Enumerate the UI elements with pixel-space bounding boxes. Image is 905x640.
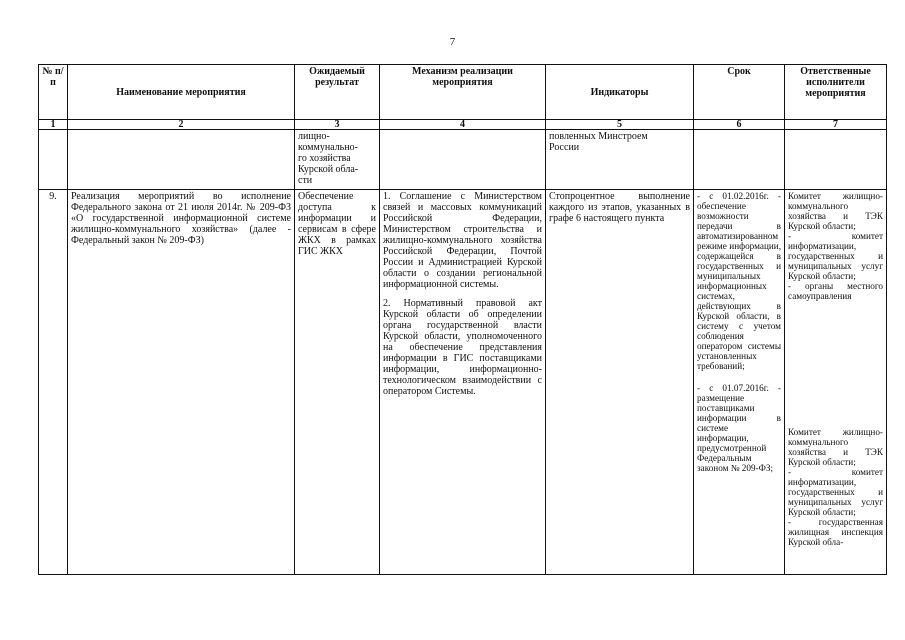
header-indicators: Индикаторы [546,65,694,120]
header-mechanism: Механизм реализации мероприятия [380,65,546,120]
column-number: 1 [39,120,68,130]
action-plan-table [38,64,887,575]
table-header-row [39,65,887,120]
cell-empty [68,130,295,190]
continuation-result: лищно- коммунально- го хозяйства Курской обла- сти [295,130,380,190]
header-number: № п/п [39,65,68,120]
deadlines [694,190,785,575]
responsible [785,190,887,575]
table-row-9 [39,190,887,575]
column-numbers-row [39,120,887,130]
header-expected-result: Ожидаемый результат [295,65,380,120]
deadline-item-1: - с 01.02.2016г. - обеспечение возможности передачи в автоматизированном режиме информации, содержащейся в государственных и муниципальных информационных системах, действующих в Курской области, в систему с учетом соблюдения оператором системы установленных требований; [697,191,781,371]
cell-empty [380,130,546,190]
page-number: 7 [449,36,456,48]
mechanism-item-2: 2. Нормативный правовой акт Курской области об определении органа государственной власти Курской области, уполномоченного на обеспечение представления информации в ГИС поставщиками информации, информационно-технологическом взаимодействии с оператором Системы. [383,298,542,397]
mechanism [380,190,546,575]
column-number: 3 [295,120,380,130]
column-number: 2 [68,120,295,130]
cell-empty [785,130,887,190]
continuation-row [39,130,887,190]
row-number: 9. [39,190,68,575]
header-deadline: Срок [694,65,785,120]
header-action-name: Наименование мероприятия [68,65,295,120]
cell-empty [694,130,785,190]
deadline-item-2: - с 01.07.2016г. - размещение поставщиками информации в системе информации, предусмотренной Федеральным законом № 209-ФЗ; [697,383,781,473]
column-number: 4 [380,120,546,130]
column-number: 7 [785,120,887,130]
header-responsible: Ответственные исполнители мероприятия [785,65,887,120]
responsible-group-1: Комитет жилищно-коммунального хозяйства и ТЭК Курской области; - комитет информатизации, государственных и муниципальных услуг Курской области; - органы местного самоуправления [788,191,883,301]
mechanism-item-1: 1. Соглашение с Министерством связей и массовых коммуникаций Российской Федерации, Министерством строительства и жилищно-коммунального хозяйства Российской Федерации, Почтой России и Администрацией Курской области о создании региональной информационной системы. [383,191,542,290]
cell-empty [39,130,68,190]
column-number: 5 [546,120,694,130]
action-name: Реализация мероприятий во исполнение Федерального закона от 21 июля 2014г. № 209-ФЗ «О государственной информационной системе жилищно-коммунального хозяйства» (далее - Федеральный закон № 209-ФЗ) [68,190,295,575]
expected-result: Обеспечение доступа к информации и сервисам в сфере ЖКХ в рамках ГИС ЖКХ [295,190,380,575]
continuation-indicators: повленных Минстроем России [546,130,694,190]
indicators: Стопроцентное выполнение каждого из этапов, указанных в графе 6 настоящего пункта [546,190,694,575]
responsible-group-2: Комитет жилищно-коммунального хозяйства и ТЭК Курской области; - комитет информатизации, государственных и муниципальных услуг Курской области; - государственная жилищная инспекция Курской обла- [788,427,883,547]
column-number: 6 [694,120,785,130]
